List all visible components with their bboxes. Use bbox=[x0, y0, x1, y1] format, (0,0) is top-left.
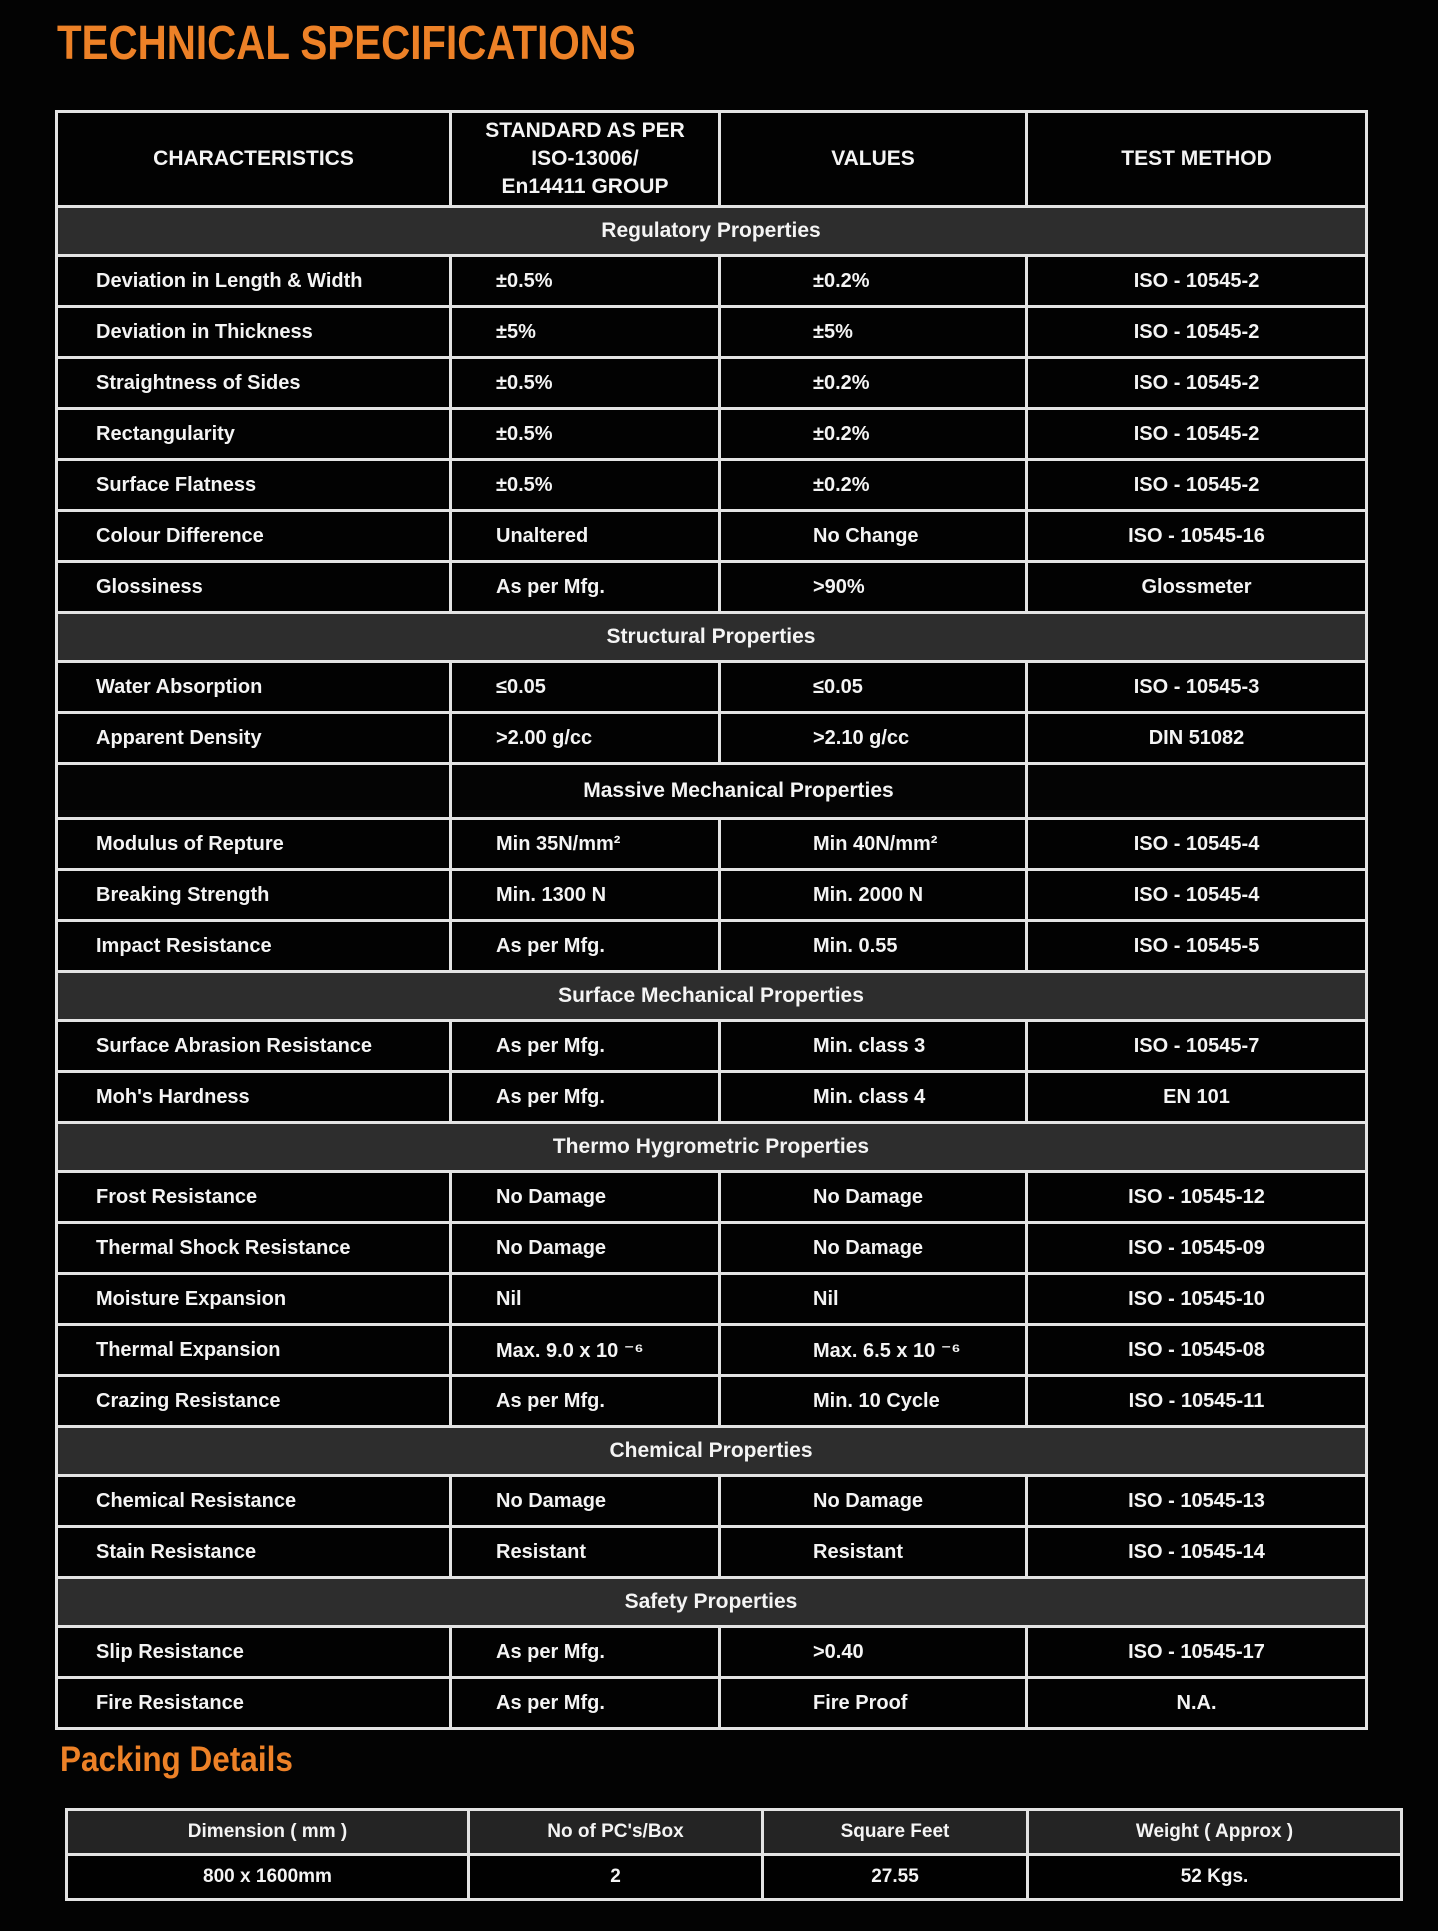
test-method-cell: ISO - 10545-16 bbox=[1027, 511, 1367, 562]
characteristic-cell: Moh's Hardness bbox=[57, 1072, 451, 1123]
col-header-standard-line2: ISO-13006/ bbox=[531, 147, 639, 171]
section-spacer-left bbox=[57, 764, 451, 819]
standard-cell: As per Mfg. bbox=[451, 1627, 720, 1678]
characteristic-cell: Glossiness bbox=[57, 562, 451, 613]
spec-row bbox=[57, 562, 1367, 613]
spec-row bbox=[57, 1678, 1367, 1729]
spec-row bbox=[57, 870, 1367, 921]
test-method-cell: ISO - 10545-2 bbox=[1027, 307, 1367, 358]
spec-row bbox=[57, 819, 1367, 870]
value-cell: Min. class 3 bbox=[720, 1021, 1027, 1072]
test-method-cell: ISO - 10545-3 bbox=[1027, 662, 1367, 713]
test-method-cell: ISO - 10545-2 bbox=[1027, 460, 1367, 511]
standard-cell: No Damage bbox=[451, 1476, 720, 1527]
value-cell: Resistant bbox=[720, 1527, 1027, 1578]
value-cell: >90% bbox=[720, 562, 1027, 613]
spec-row bbox=[57, 1274, 1367, 1325]
section-title: Surface Mechanical Properties bbox=[57, 972, 1367, 1021]
spec-row bbox=[57, 511, 1367, 562]
standard-cell: No Damage bbox=[451, 1223, 720, 1274]
packing-data-row bbox=[67, 1855, 1402, 1900]
section-header-row bbox=[57, 1578, 1367, 1627]
value-cell: Min 40N/mm² bbox=[720, 819, 1027, 870]
test-method-cell: ISO - 10545-09 bbox=[1027, 1223, 1367, 1274]
test-method-cell: ISO - 10545-2 bbox=[1027, 256, 1367, 307]
standard-cell: Min. 1300 N bbox=[451, 870, 720, 921]
value-cell: ±0.2% bbox=[720, 358, 1027, 409]
standard-cell: As per Mfg. bbox=[451, 921, 720, 972]
spec-table bbox=[55, 110, 1368, 1730]
characteristic-cell: Slip Resistance bbox=[57, 1627, 451, 1678]
spec-row bbox=[57, 460, 1367, 511]
characteristic-cell: Modulus of Repture bbox=[57, 819, 451, 870]
standard-cell: Min 35N/mm² bbox=[451, 819, 720, 870]
packing-table bbox=[65, 1808, 1403, 1901]
col-header-standard-line1: STANDARD AS PER bbox=[485, 119, 685, 143]
characteristic-cell: Chemical Resistance bbox=[57, 1476, 451, 1527]
value-cell: ±5% bbox=[720, 307, 1027, 358]
standard-cell: Max. 9.0 x 10 ⁻⁶ bbox=[451, 1325, 720, 1376]
standard-cell: As per Mfg. bbox=[451, 1376, 720, 1427]
standard-cell: As per Mfg. bbox=[451, 562, 720, 613]
spec-row bbox=[57, 1223, 1367, 1274]
section-title: Massive Mechanical Properties bbox=[451, 764, 1027, 819]
characteristic-cell: Rectangularity bbox=[57, 409, 451, 460]
test-method-cell: ISO - 10545-13 bbox=[1027, 1476, 1367, 1527]
value-cell: Min. 2000 N bbox=[720, 870, 1027, 921]
value-cell: ±0.2% bbox=[720, 409, 1027, 460]
spec-row bbox=[57, 256, 1367, 307]
test-method-cell: N.A. bbox=[1027, 1678, 1367, 1729]
col-header-values: VALUES bbox=[720, 112, 1027, 207]
test-method-cell: ISO - 10545-08 bbox=[1027, 1325, 1367, 1376]
spec-row bbox=[57, 409, 1367, 460]
packing-header-row bbox=[67, 1810, 1402, 1855]
characteristic-cell: Crazing Resistance bbox=[57, 1376, 451, 1427]
value-cell: No Damage bbox=[720, 1172, 1027, 1223]
value-cell: Min. 0.55 bbox=[720, 921, 1027, 972]
section-header-row bbox=[57, 1427, 1367, 1476]
standard-cell: As per Mfg. bbox=[451, 1072, 720, 1123]
test-method-cell: ISO - 10545-2 bbox=[1027, 409, 1367, 460]
standard-cell: Nil bbox=[451, 1274, 720, 1325]
characteristic-cell: Apparent Density bbox=[57, 713, 451, 764]
col-header-standard bbox=[451, 112, 720, 207]
packing-value-pcs-box: 2 bbox=[469, 1855, 763, 1900]
value-cell: Min. 10 Cycle bbox=[720, 1376, 1027, 1427]
spec-row bbox=[57, 662, 1367, 713]
characteristic-cell: Straightness of Sides bbox=[57, 358, 451, 409]
standard-cell: ±0.5% bbox=[451, 409, 720, 460]
standard-cell: As per Mfg. bbox=[451, 1678, 720, 1729]
spec-row bbox=[57, 921, 1367, 972]
standard-cell: ±0.5% bbox=[451, 460, 720, 511]
spec-row bbox=[57, 1627, 1367, 1678]
section-title: Regulatory Properties bbox=[57, 207, 1367, 256]
spec-row bbox=[57, 1476, 1367, 1527]
standard-cell: Unaltered bbox=[451, 511, 720, 562]
section-title: Safety Properties bbox=[57, 1578, 1367, 1627]
value-cell: Max. 6.5 x 10 ⁻⁶ bbox=[720, 1325, 1027, 1376]
test-method-cell: ISO - 10545-14 bbox=[1027, 1527, 1367, 1578]
characteristic-cell: Colour Difference bbox=[57, 511, 451, 562]
packing-value-weight: 52 Kgs. bbox=[1028, 1855, 1402, 1900]
test-method-cell: ISO - 10545-5 bbox=[1027, 921, 1367, 972]
spec-table-body bbox=[57, 207, 1367, 1729]
col-header-test-method: TEST METHOD bbox=[1027, 112, 1367, 207]
characteristic-cell: Deviation in Length & Width bbox=[57, 256, 451, 307]
spec-row bbox=[57, 1072, 1367, 1123]
packing-header-square-feet: Square Feet bbox=[763, 1810, 1028, 1855]
value-cell: No Damage bbox=[720, 1476, 1027, 1527]
value-cell: ≤0.05 bbox=[720, 662, 1027, 713]
standard-cell: ≤0.05 bbox=[451, 662, 720, 713]
packing-value-dimension: 800 x 1600mm bbox=[67, 1855, 469, 1900]
section-title: Thermo Hygrometric Properties bbox=[57, 1123, 1367, 1172]
spec-row bbox=[57, 1527, 1367, 1578]
packing-header-pcs-box: No of PC's/Box bbox=[469, 1810, 763, 1855]
test-method-cell: ISO - 10545-7 bbox=[1027, 1021, 1367, 1072]
packing-details-title: Packing Details bbox=[60, 1740, 293, 1779]
test-method-cell: DIN 51082 bbox=[1027, 713, 1367, 764]
characteristic-cell: Stain Resistance bbox=[57, 1527, 451, 1578]
characteristic-cell: Water Absorption bbox=[57, 662, 451, 713]
section-header-row bbox=[57, 207, 1367, 256]
value-cell: Nil bbox=[720, 1274, 1027, 1325]
spec-row bbox=[57, 1325, 1367, 1376]
characteristic-cell: Thermal Shock Resistance bbox=[57, 1223, 451, 1274]
characteristic-cell: Frost Resistance bbox=[57, 1172, 451, 1223]
value-cell: >0.40 bbox=[720, 1627, 1027, 1678]
standard-cell: No Damage bbox=[451, 1172, 720, 1223]
section-header-row bbox=[57, 764, 1367, 819]
spec-header-row bbox=[57, 112, 1367, 207]
col-header-characteristics: CHARACTERISTICS bbox=[57, 112, 451, 207]
packing-table-body bbox=[67, 1855, 1402, 1900]
test-method-cell: EN 101 bbox=[1027, 1072, 1367, 1123]
standard-cell: ±5% bbox=[451, 307, 720, 358]
test-method-cell: ISO - 10545-11 bbox=[1027, 1376, 1367, 1427]
section-header-row bbox=[57, 1123, 1367, 1172]
spec-row bbox=[57, 1172, 1367, 1223]
spec-row bbox=[57, 358, 1367, 409]
characteristic-cell: Surface Abrasion Resistance bbox=[57, 1021, 451, 1072]
value-cell: Fire Proof bbox=[720, 1678, 1027, 1729]
value-cell: >2.10 g/cc bbox=[720, 713, 1027, 764]
col-header-standard-line3: En14411 GROUP bbox=[501, 174, 669, 198]
packing-table-header bbox=[67, 1810, 1402, 1855]
characteristic-cell: Moisture Expansion bbox=[57, 1274, 451, 1325]
value-cell: ±0.2% bbox=[720, 460, 1027, 511]
section-title: Structural Properties bbox=[57, 613, 1367, 662]
value-cell: ±0.2% bbox=[720, 256, 1027, 307]
test-method-cell: ISO - 10545-10 bbox=[1027, 1274, 1367, 1325]
section-header-row bbox=[57, 972, 1367, 1021]
section-title: Chemical Properties bbox=[57, 1427, 1367, 1476]
characteristic-cell: Deviation in Thickness bbox=[57, 307, 451, 358]
test-method-cell: ISO - 10545-17 bbox=[1027, 1627, 1367, 1678]
page-title: TECHNICAL SPECIFICATIONS bbox=[57, 17, 636, 70]
test-method-cell: ISO - 10545-12 bbox=[1027, 1172, 1367, 1223]
test-method-cell: ISO - 10545-4 bbox=[1027, 819, 1367, 870]
packing-value-square-feet: 27.55 bbox=[763, 1855, 1028, 1900]
characteristic-cell: Fire Resistance bbox=[57, 1678, 451, 1729]
spec-row bbox=[57, 1376, 1367, 1427]
value-cell: No Change bbox=[720, 511, 1027, 562]
packing-header-weight: Weight ( Approx ) bbox=[1028, 1810, 1402, 1855]
standard-cell: >2.00 g/cc bbox=[451, 713, 720, 764]
spec-row bbox=[57, 713, 1367, 764]
value-cell: Min. class 4 bbox=[720, 1072, 1027, 1123]
standard-cell: ±0.5% bbox=[451, 358, 720, 409]
test-method-cell: ISO - 10545-2 bbox=[1027, 358, 1367, 409]
characteristic-cell: Surface Flatness bbox=[57, 460, 451, 511]
standard-cell: Resistant bbox=[451, 1527, 720, 1578]
standard-cell: ±0.5% bbox=[451, 256, 720, 307]
section-spacer-right bbox=[1027, 764, 1367, 819]
spec-row bbox=[57, 307, 1367, 358]
characteristic-cell: Thermal Expansion bbox=[57, 1325, 451, 1376]
characteristic-cell: Breaking Strength bbox=[57, 870, 451, 921]
section-header-row bbox=[57, 613, 1367, 662]
test-method-cell: ISO - 10545-4 bbox=[1027, 870, 1367, 921]
spec-table-header bbox=[57, 112, 1367, 207]
standard-cell: As per Mfg. bbox=[451, 1021, 720, 1072]
characteristic-cell: Impact Resistance bbox=[57, 921, 451, 972]
packing-header-dimension: Dimension ( mm ) bbox=[67, 1810, 469, 1855]
spec-row bbox=[57, 1021, 1367, 1072]
value-cell: No Damage bbox=[720, 1223, 1027, 1274]
test-method-cell: Glossmeter bbox=[1027, 562, 1367, 613]
